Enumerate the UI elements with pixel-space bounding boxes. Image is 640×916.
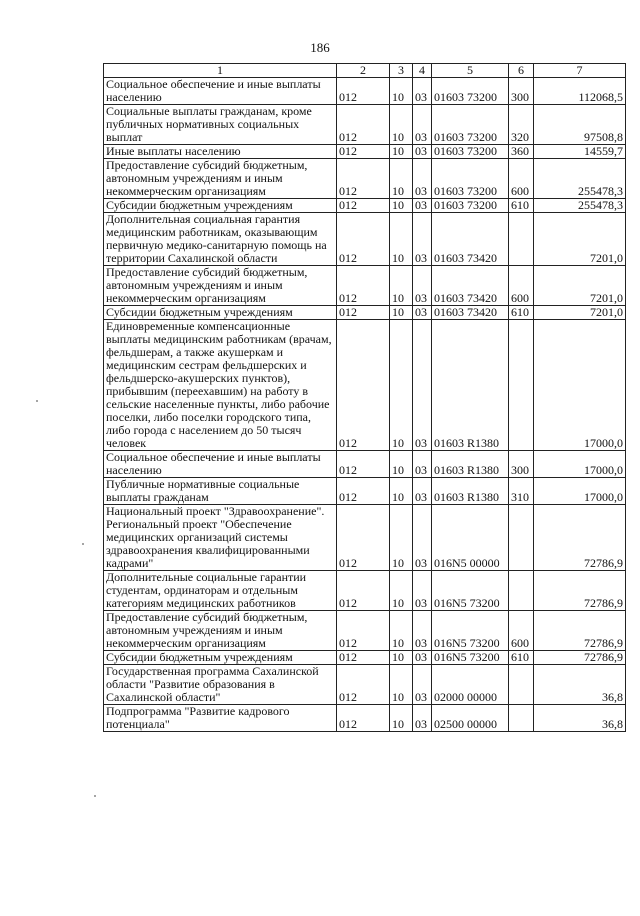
table-row <box>104 705 626 732</box>
cell-target-article: 016N5 00000 <box>432 505 509 571</box>
table-row <box>104 478 626 505</box>
row-name: Субсидии бюджетным учреждениям <box>104 199 337 213</box>
page-number: 186 <box>310 40 330 55</box>
cell-amount: 97508,8 <box>534 105 626 145</box>
table-row <box>104 665 626 705</box>
scan-speck <box>36 400 38 402</box>
cell-amount: 7201,0 <box>534 306 626 320</box>
cell-ministry-code: 012 <box>337 159 390 199</box>
cell-section: 10 <box>390 78 413 105</box>
column-header: 6 <box>509 64 534 78</box>
cell-subsection: 03 <box>413 478 432 505</box>
row-name: Дополнительные социальные гарантии студентам, ординаторам и отдельным категориям медицинских работников <box>104 571 337 611</box>
cell-ministry-code: 012 <box>337 705 390 732</box>
cell-target-article: 01603 73420 <box>432 213 509 266</box>
table-row <box>104 306 626 320</box>
cell-amount: 112068,5 <box>534 78 626 105</box>
row-name: Предоставление субсидий бюджетным, автономным учреждениям и иным некоммерческим организациям <box>104 159 337 199</box>
cell-expense-type <box>509 213 534 266</box>
cell-target-article: 01603 R1380 <box>432 478 509 505</box>
cell-target-article: 01603 73420 <box>432 306 509 320</box>
scan-speck <box>82 543 84 545</box>
table-row <box>104 199 626 213</box>
cell-expense-type <box>509 665 534 705</box>
cell-amount: 17000,0 <box>534 320 626 451</box>
table-row <box>104 451 626 478</box>
table-row <box>104 78 626 105</box>
cell-section: 10 <box>390 199 413 213</box>
row-name: Дополнительная социальная гарантия медицинским работникам, оказывающим первичную медико-санитарную помощь на территории Сахалинской области <box>104 213 337 266</box>
cell-section: 10 <box>390 320 413 451</box>
row-name: Подпрограмма "Развитие кадрового потенциала" <box>104 705 337 732</box>
cell-section: 10 <box>390 571 413 611</box>
cell-section: 10 <box>390 651 413 665</box>
cell-section: 10 <box>390 145 413 159</box>
row-name: Субсидии бюджетным учреждениям <box>104 306 337 320</box>
cell-expense-type: 360 <box>509 145 534 159</box>
column-header: 7 <box>534 64 626 78</box>
cell-subsection: 03 <box>413 266 432 306</box>
cell-amount: 7201,0 <box>534 266 626 306</box>
cell-amount: 72786,9 <box>534 611 626 651</box>
row-name: Единовременные компенсационные выплаты медицинским работникам (врачам, фельдшерам, а также акушеркам и медицинским сестрам фельдшерских и фельдшерско-акушерских пунктов), прибывшим (переехавшим) на работу в сельские населенные пункты, либо рабочие поселки, либо поселки городского типа, либо города с населением до 50 тысяч человек <box>104 320 337 451</box>
cell-expense-type: 600 <box>509 611 534 651</box>
row-name: Социальное обеспечение и иные выплаты населению <box>104 78 337 105</box>
cell-expense-type: 320 <box>509 105 534 145</box>
cell-ministry-code: 012 <box>337 306 390 320</box>
cell-section: 10 <box>390 266 413 306</box>
cell-expense-type: 300 <box>509 78 534 105</box>
table-row <box>104 105 626 145</box>
cell-section: 10 <box>390 705 413 732</box>
row-name: Иные выплаты населению <box>104 145 337 159</box>
cell-subsection: 03 <box>413 105 432 145</box>
cell-subsection: 03 <box>413 571 432 611</box>
cell-ministry-code: 012 <box>337 651 390 665</box>
column-header: 5 <box>432 64 509 78</box>
cell-section: 10 <box>390 611 413 651</box>
cell-target-article: 01603 73420 <box>432 266 509 306</box>
cell-subsection: 03 <box>413 651 432 665</box>
cell-ministry-code: 012 <box>337 571 390 611</box>
cell-subsection: 03 <box>413 213 432 266</box>
row-name: Государственная программа Сахалинской области "Развитие образования в Сахалинской области" <box>104 665 337 705</box>
table-row <box>104 651 626 665</box>
cell-target-article: 01603 73200 <box>432 105 509 145</box>
header-row <box>104 64 626 78</box>
budget-table <box>103 63 626 732</box>
table-row <box>104 159 626 199</box>
cell-ministry-code: 012 <box>337 213 390 266</box>
cell-ministry-code: 012 <box>337 145 390 159</box>
cell-section: 10 <box>390 105 413 145</box>
column-header: 3 <box>390 64 413 78</box>
cell-section: 10 <box>390 478 413 505</box>
table-row <box>104 611 626 651</box>
cell-ministry-code: 012 <box>337 451 390 478</box>
column-header: 2 <box>337 64 390 78</box>
row-name: Социальные выплаты гражданам, кроме публичных нормативных социальных выплат <box>104 105 337 145</box>
cell-subsection: 03 <box>413 145 432 159</box>
cell-target-article: 01603 73200 <box>432 145 509 159</box>
cell-subsection: 03 <box>413 320 432 451</box>
row-name: Субсидии бюджетным учреждениям <box>104 651 337 665</box>
cell-target-article: 02500 00000 <box>432 705 509 732</box>
cell-subsection: 03 <box>413 451 432 478</box>
cell-subsection: 03 <box>413 78 432 105</box>
cell-target-article: 016N5 73200 <box>432 571 509 611</box>
row-name: Предоставление субсидий бюджетным, автономным учреждениям и иным некоммерческим организациям <box>104 266 337 306</box>
table-row <box>104 145 626 159</box>
cell-amount: 14559,7 <box>534 145 626 159</box>
cell-expense-type: 610 <box>509 306 534 320</box>
column-header: 1 <box>104 64 337 78</box>
cell-subsection: 03 <box>413 665 432 705</box>
cell-expense-type <box>509 571 534 611</box>
cell-subsection: 03 <box>413 159 432 199</box>
cell-amount: 255478,3 <box>534 159 626 199</box>
cell-ministry-code: 012 <box>337 199 390 213</box>
cell-ministry-code: 012 <box>337 505 390 571</box>
cell-section: 10 <box>390 451 413 478</box>
cell-amount: 17000,0 <box>534 451 626 478</box>
table-row <box>104 505 626 571</box>
cell-subsection: 03 <box>413 306 432 320</box>
cell-amount: 72786,9 <box>534 571 626 611</box>
cell-ministry-code: 012 <box>337 78 390 105</box>
cell-expense-type <box>509 705 534 732</box>
row-name: Публичные нормативные социальные выплаты гражданам <box>104 478 337 505</box>
cell-expense-type <box>509 505 534 571</box>
cell-section: 10 <box>390 159 413 199</box>
cell-expense-type: 610 <box>509 199 534 213</box>
cell-target-article: 01603 73200 <box>432 199 509 213</box>
cell-amount: 72786,9 <box>534 651 626 665</box>
cell-subsection: 03 <box>413 505 432 571</box>
cell-amount: 17000,0 <box>534 478 626 505</box>
cell-section: 10 <box>390 213 413 266</box>
row-name: Национальный проект "Здравоохранение". Региональный проект "Обеспечение медицинских организаций системы здравоохранения квалифицированными кадрами" <box>104 505 337 571</box>
scan-speck <box>94 795 96 797</box>
cell-ministry-code: 012 <box>337 266 390 306</box>
cell-expense-type: 310 <box>509 478 534 505</box>
row-name: Социальное обеспечение и иные выплаты населению <box>104 451 337 478</box>
cell-ministry-code: 012 <box>337 478 390 505</box>
cell-amount: 36,8 <box>534 665 626 705</box>
cell-section: 10 <box>390 665 413 705</box>
column-header: 4 <box>413 64 432 78</box>
row-name: Предоставление субсидий бюджетным, автономным учреждениям и иным некоммерческим организациям <box>104 611 337 651</box>
cell-amount: 7201,0 <box>534 213 626 266</box>
cell-ministry-code: 012 <box>337 665 390 705</box>
cell-expense-type: 300 <box>509 451 534 478</box>
cell-expense-type <box>509 320 534 451</box>
cell-ministry-code: 012 <box>337 105 390 145</box>
cell-target-article: 01603 73200 <box>432 159 509 199</box>
table-row <box>104 320 626 451</box>
cell-expense-type: 610 <box>509 651 534 665</box>
table-row <box>104 266 626 306</box>
cell-target-article: 01603 R1380 <box>432 451 509 478</box>
cell-target-article: 02000 00000 <box>432 665 509 705</box>
cell-target-article: 01603 R1380 <box>432 320 509 451</box>
cell-target-article: 016N5 73200 <box>432 611 509 651</box>
table-row <box>104 571 626 611</box>
cell-ministry-code: 012 <box>337 320 390 451</box>
cell-amount: 255478,3 <box>534 199 626 213</box>
table-row <box>104 213 626 266</box>
cell-expense-type: 600 <box>509 159 534 199</box>
cell-amount: 72786,9 <box>534 505 626 571</box>
cell-expense-type: 600 <box>509 266 534 306</box>
cell-target-article: 01603 73200 <box>432 78 509 105</box>
cell-ministry-code: 012 <box>337 611 390 651</box>
cell-target-article: 016N5 73200 <box>432 651 509 665</box>
cell-section: 10 <box>390 505 413 571</box>
cell-amount: 36,8 <box>534 705 626 732</box>
cell-subsection: 03 <box>413 705 432 732</box>
cell-subsection: 03 <box>413 611 432 651</box>
cell-section: 10 <box>390 306 413 320</box>
cell-subsection: 03 <box>413 199 432 213</box>
